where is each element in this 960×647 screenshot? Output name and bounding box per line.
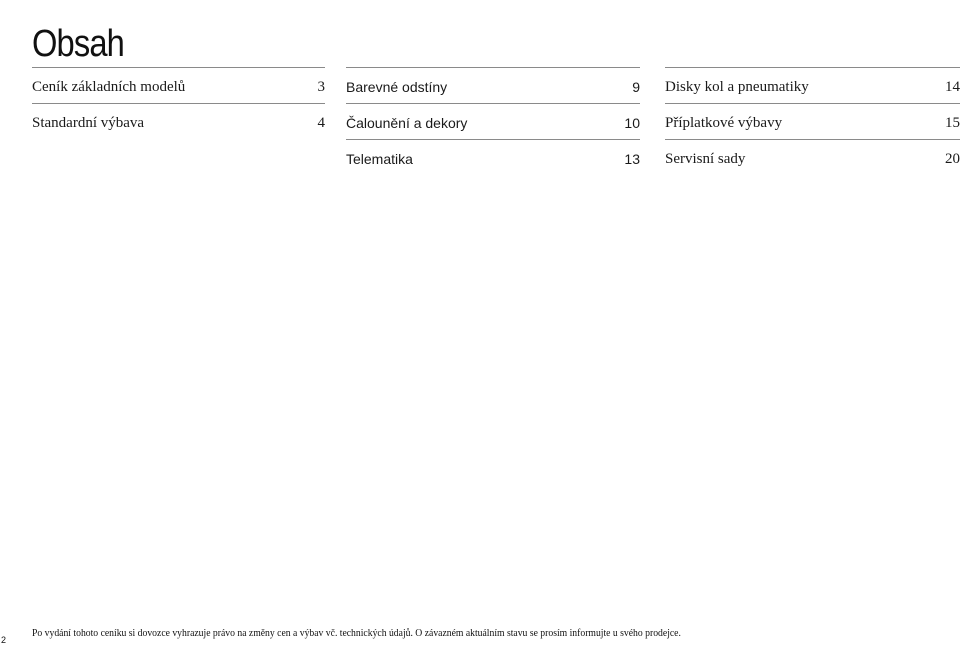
toc-entry-barevne-odstiny[interactable] [346, 67, 640, 103]
toc-entry-label: Čalounění a dekory [346, 115, 468, 131]
toc-entry-calouneni-a-dekory[interactable] [346, 103, 640, 139]
toc-entry-label: Příplatkové výbavy [665, 115, 783, 131]
toc-entry-cenik-zakladnich-modelu[interactable] [32, 67, 325, 103]
page-number: 2 [1, 635, 7, 645]
toc-entry-page-number: 10 [624, 115, 640, 131]
toc-entry-label: Standardní výbava [32, 115, 145, 131]
toc-entry-page-number: 4 [317, 115, 325, 131]
toc-entry-page-number: 14 [945, 79, 960, 95]
toc-entry-label: Ceník základních modelů [32, 79, 186, 95]
toc-entry-page-number: 3 [317, 79, 325, 95]
disclaimer-footnote: Po vydání tohoto ceníku si dovozce vyhrazuje právo na změny cen a výbav vč. technických údajů. O závazném aktuálním stavu se prosím informujte u svého prodejce. [32, 627, 681, 639]
toc-entry-page-number: 9 [632, 79, 640, 95]
toc-entry-standardni-vybava[interactable] [32, 103, 325, 139]
toc-entry-page-number: 20 [945, 151, 960, 167]
toc-entry-label: Disky kol a pneumatiky [665, 79, 809, 95]
toc-entry-priplatkove-vybavy[interactable] [665, 103, 960, 139]
toc-column-1 [32, 67, 325, 139]
page-title: Obsah [32, 23, 124, 66]
toc-entry-page-number: 15 [945, 115, 960, 131]
toc-entry-label: Telematika [346, 151, 413, 167]
toc-entry-page-number: 13 [624, 151, 640, 167]
toc-entry-label: Barevné odstíny [346, 79, 448, 95]
toc-column-2 [346, 67, 640, 175]
toc-column-3 [665, 67, 960, 175]
toc-entry-servisni-sady[interactable] [665, 139, 960, 175]
toc-entry-disky-kol-a-pneumatiky[interactable] [665, 67, 960, 103]
toc-entry-label: Servisní sady [665, 151, 746, 167]
toc-entry-telematika[interactable] [346, 139, 640, 175]
table-of-contents [0, 67, 960, 179]
